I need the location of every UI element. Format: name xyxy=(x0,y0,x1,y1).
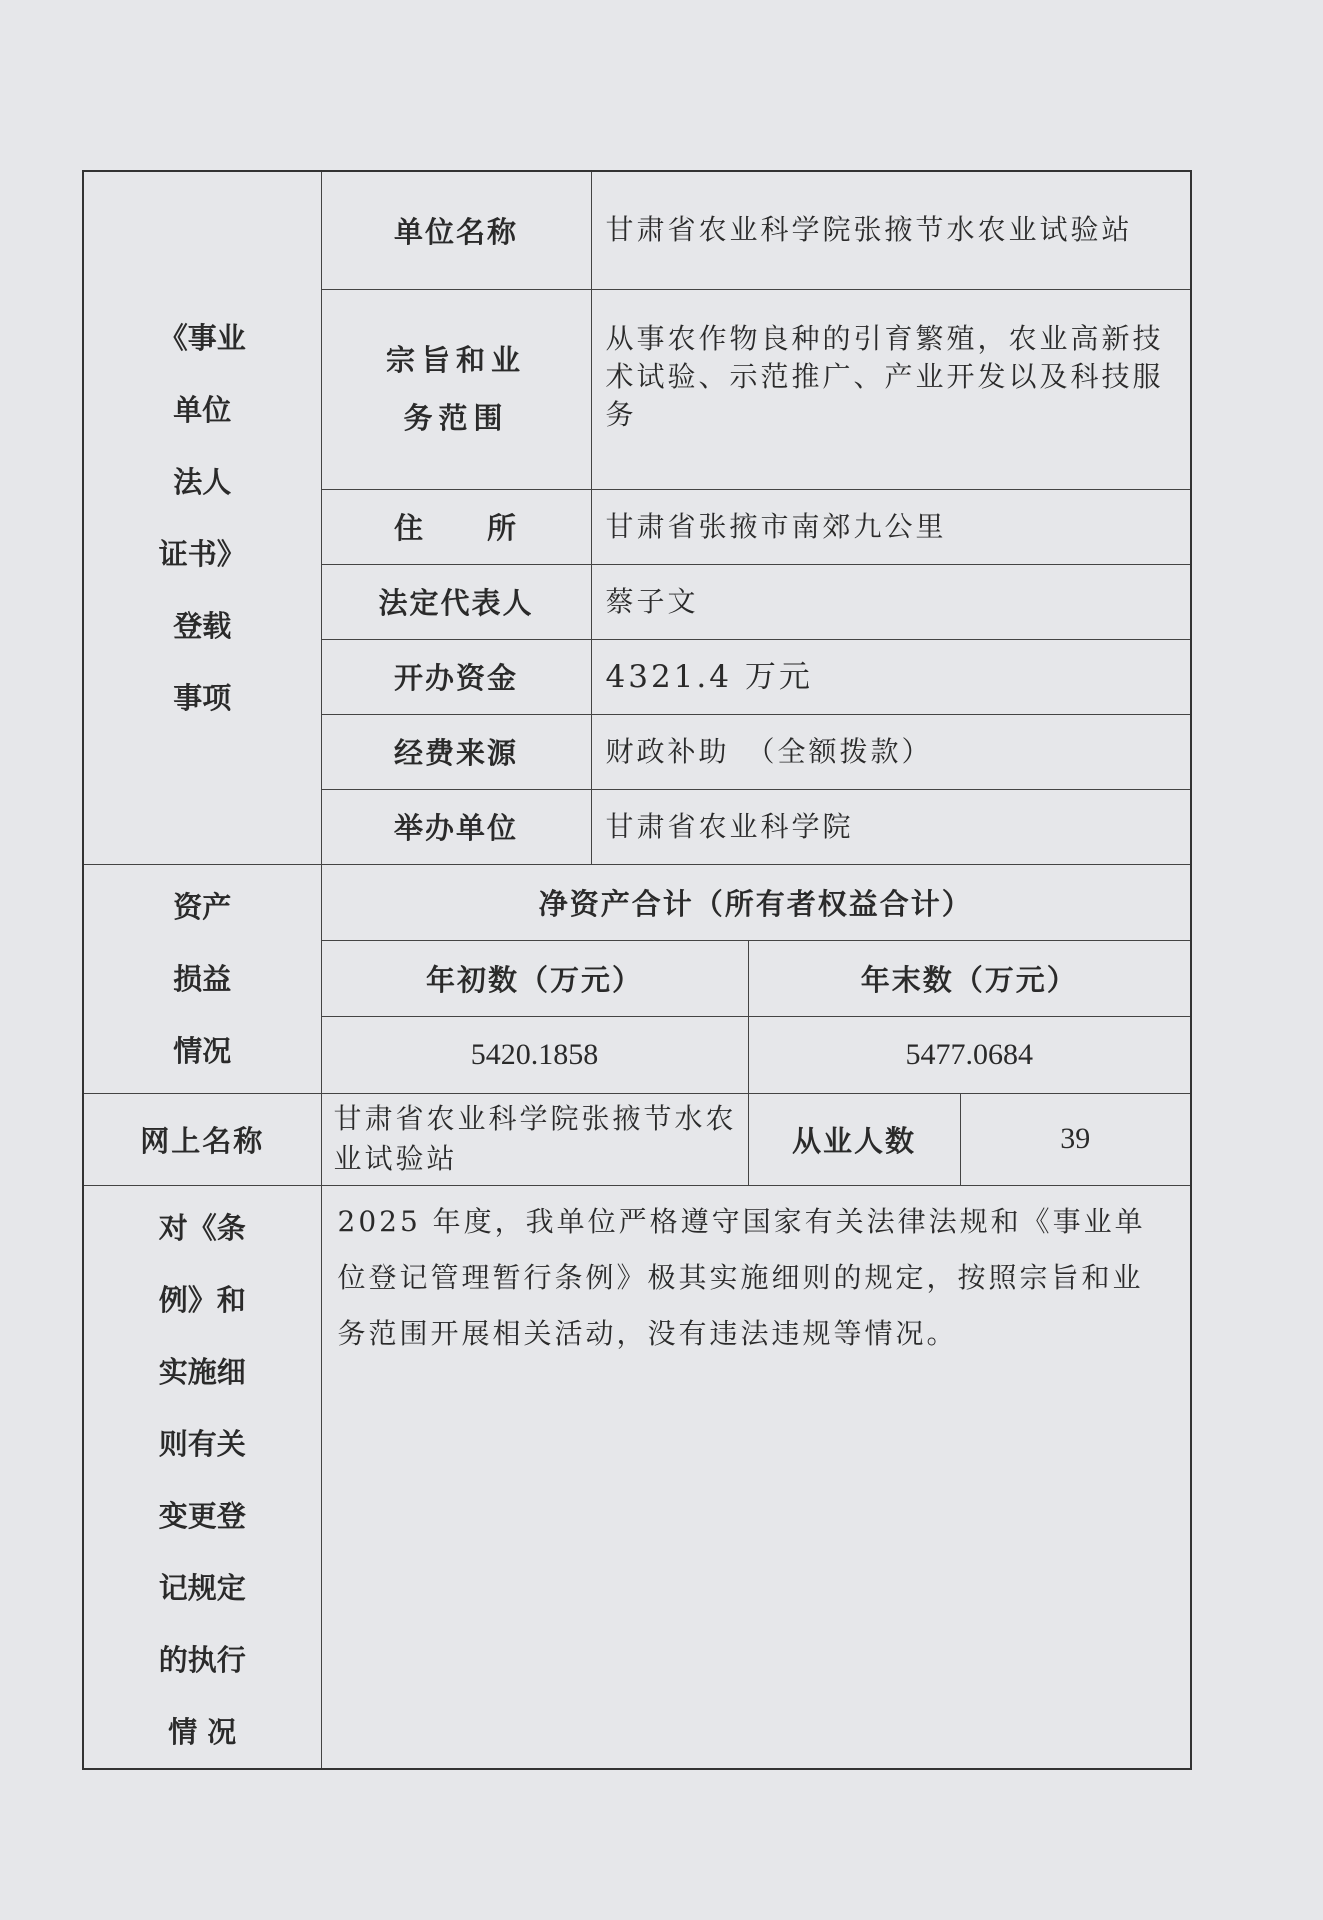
staff-count-label: 从业人数 xyxy=(748,1093,960,1185)
net-assets-header: 净资产合计（所有者权益合计） xyxy=(321,864,1191,940)
address-value: 甘肃省张掖市南郊九公里 xyxy=(591,489,1191,564)
legal-rep-value: 蔡子文 xyxy=(591,564,1191,639)
capital-label: 开办资金 xyxy=(321,639,591,714)
capital-value: 4321.4 万元 xyxy=(591,639,1191,714)
purpose-scope-label: 宗旨和业务范围 xyxy=(321,289,591,489)
funding-source-value: 财政补助 （全额拨款） xyxy=(591,714,1191,789)
label-line: 证书》 xyxy=(158,536,246,571)
sponsor-label: 举办单位 xyxy=(321,789,591,864)
address-label: 住 所 xyxy=(321,489,591,564)
label-line: 损益 xyxy=(173,961,232,996)
label-line: 变更登 xyxy=(158,1498,246,1533)
label-line: 实施细 xyxy=(158,1354,246,1389)
label-line: 事项 xyxy=(173,680,232,715)
end-year-label: 年末数（万元） xyxy=(748,940,1191,1016)
label-line: 对《条 xyxy=(158,1210,246,1245)
online-name-value: 甘肃省农业科学院张掖节水农业试验站 xyxy=(321,1093,748,1185)
label-line: 的执行 xyxy=(158,1642,246,1677)
legal-rep-label: 法定代表人 xyxy=(321,564,591,639)
compliance-text: 2025 年度，我单位严格遵守国家有关法律法规和《事业单位登记管理暂行条例》极其实施细则的规定，按照宗旨和业务范围开展相关活动，没有违法违规等情况。 xyxy=(321,1185,1191,1769)
annual-report-table xyxy=(82,170,1192,1770)
label-line: 记规定 xyxy=(158,1570,246,1605)
funding-source-label: 经费来源 xyxy=(321,714,591,789)
label-line: 《事业 xyxy=(158,320,246,355)
label-line: 情 况 xyxy=(168,1714,237,1749)
unit-name-label: 单位名称 xyxy=(321,171,591,289)
label-line: 法人 xyxy=(173,464,232,499)
label-line: 登载 xyxy=(173,608,232,643)
report-sheet xyxy=(82,170,1190,1770)
begin-year-label: 年初数（万元） xyxy=(321,940,748,1016)
staff-count-value: 39 xyxy=(960,1093,1191,1185)
online-name-label: 网上名称 xyxy=(83,1093,321,1185)
compliance-section-label xyxy=(83,1185,321,1769)
purpose-scope-value: 从事农作物良种的引育繁殖，农业高新技术试验、示范推广、产业开发以及科技服务 xyxy=(591,289,1191,489)
end-year-value: 5477.0684 xyxy=(748,1016,1191,1093)
label-line: 情况 xyxy=(173,1033,232,1068)
label-line: 资产 xyxy=(173,889,232,924)
label-line: 则有关 xyxy=(158,1426,246,1461)
begin-year-value: 5420.1858 xyxy=(321,1016,748,1093)
registration-section-label xyxy=(83,171,321,864)
sponsor-value: 甘肃省农业科学院 xyxy=(591,789,1191,864)
label-line: 例》和 xyxy=(158,1282,246,1317)
assets-section-label xyxy=(83,864,321,1093)
unit-name-value: 甘肃省农业科学院张掖节水农业试验站 xyxy=(591,171,1191,289)
label-line: 单位 xyxy=(173,392,232,427)
